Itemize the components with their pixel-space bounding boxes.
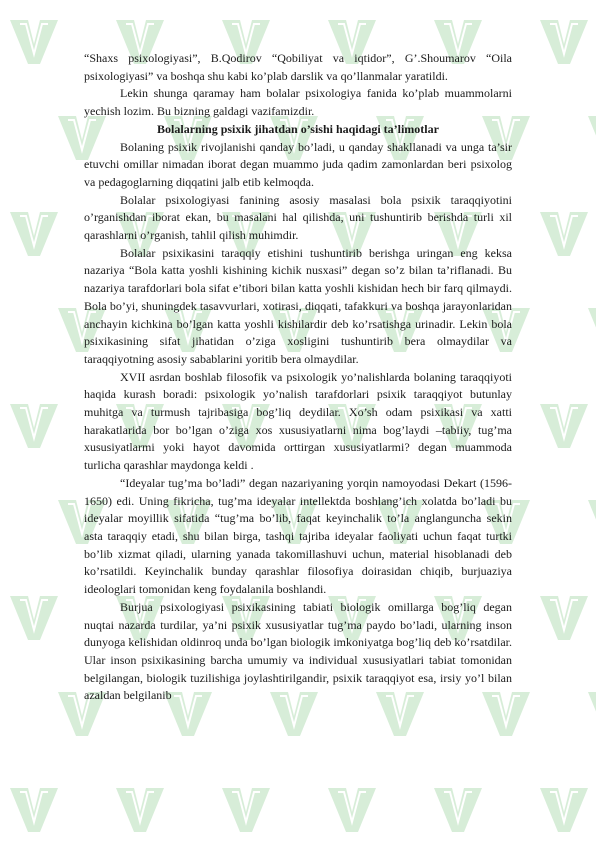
watermark-logo-icon xyxy=(536,14,592,70)
watermark-logo-icon xyxy=(536,398,592,454)
paragraph: Bolalar psixologiyasi fanining asosiy masalasi bola psixik taraqqiyotini o’rganishdan iborat ekan, bu masalani hal qilishda, uni tushuntirib berishda turli xil qarashlarni o’rganish, tahlil qilish muhimdir. xyxy=(84,192,512,243)
watermark-logo-icon xyxy=(430,782,486,838)
watermark-logo-icon xyxy=(112,782,168,838)
watermark-logo-icon xyxy=(584,686,596,742)
document-page xyxy=(84,50,512,705)
watermark-logo-icon xyxy=(324,782,380,838)
paragraph: Lekin shunga qaramay ham bolalar psixologiya fanida ko’plab muammolarni yechish lozim. Bu bizning galdagi vazifamizdir. xyxy=(84,86,512,119)
paragraph: XVII asrdan boshlab filosofik va psixologik yo’nalishlarda bolaning taraqqiyoti haqida kurash boradi: psixologik yo’nalish tarafdorlari psixik taraqqiyot butunlay muhitga va turmush tajribasiga bog’liq deydilar. Xo’sh odam psixikasi va xatti harakatlarida bor bo’lgan o’ziga xos xususiyatlarni nima bog’laydi –tabiiy, tug’ma xususiyatlarmi yoki hayot davomida orttirgan xususiyatlarmi? degan muammoda turlicha qarashlar maydonga keldi . xyxy=(84,369,512,473)
watermark-logo-icon xyxy=(6,14,62,70)
paragraph: “Shaxs psixologiyasi”, B.Qodirov “Qobiliyat va iqtidor”, G’.Shoumarov “Oila psixologiyasi” va boshqa shu kabi ko’plab darslik va qo’llanmalar yaratildi. xyxy=(84,51,512,83)
watermark-logo-icon xyxy=(218,782,274,838)
section-heading: Bolalarning psixik jihatdan o’sishi haqidagi ta’limotlar xyxy=(157,121,439,136)
watermark-logo-icon xyxy=(536,206,592,262)
watermark-logo-icon xyxy=(6,782,62,838)
watermark-logo-icon xyxy=(536,590,592,646)
watermark-logo-icon xyxy=(584,110,596,166)
watermark-logo-icon xyxy=(584,494,596,550)
paragraph: Bolaning psixik rivojlanishi qanday bo’ladi, u qanday shakllanadi va unga ta’sir etuvchi omillar nimadan iborat degan muammo juda qadim zamonlardan beri psixolog va pedagoglarning diqqatini jalb etib kelmoqda. xyxy=(84,139,512,189)
watermark-logo-icon xyxy=(584,302,596,358)
paragraph: “Ideyalar tug’ma bo’ladi” degan nazariyaning yorqin namoyodasi Dekart (1596-1650) edi. Uning fikricha, tug’ma ideyalar intellektda boshlang’ich xolatda bo’ladi bu ideyalar moyillik sifatida “tug’ma bo’lib, faqat keyinchalik to’la anglanguncha sekin asta taraqqiy etadi, shu bilan birga, tashqi tajriba ideyalar faoliyati uchun faqat turtki bo’lib xizmat qiladi, ularning yanada takomillashuvi uchun, material hisoblanadi deb ko’rsatildi. Keyinchalik bunday qarashlar filosofiya doirasidan chiqib, burjuaziya ideologlari tomonidan keng foydalanila boshlandi. xyxy=(84,475,512,597)
watermark-logo-icon xyxy=(6,398,62,454)
watermark-logo-icon xyxy=(6,590,62,646)
paragraph: Bolalar psixikasini taraqqiy etishini tushuntirib berishga uringan eng keksa nazariya “Bola katta yoshli kishining kichik nusxasi” degan so’z bilan ta’riflanadi. Bu nazariya tarafdorlari bola sifat e’tibori bilan katta yoshli kishidan hech bir farq qilmaydi. Bola bo’yi, shuningdek tasavvurlari, xotirasi, diqqati, tafakkuri va boshqa jarayonlaridan anchayin kichkina bo’lgan katta yoshli kishilardir deb ko’rsatishga urinadir. Lekin bola psixikasining sifat jihatidan o’ziga xosligini tushuntirib bera olmaydilar va taraqqiyotning asosiy sabablarini yoritib bera olmaydilar. xyxy=(84,245,512,366)
paragraph: Burjua psixologiyasi psixikasining tabiati biologik omillarga bog’liq degan nuqtai nazarda turdilar, ya’ni psixik xususiyatlar tug’ma paydo bo’ladi, ularning inson dunyoga kelishidan oldinroq unda bo’lgan biologik imkoniyatga bog’liq deb ko’rsatdilar. Ular inson psixikasining barcha umumiy va individual xususiyatlari tabiat tomonidan belgilangan, biologik tuzilishiga joylashtirilgandir, psixik taraqqiyot esa, irsiy yo’l bilan azaldan belgilanib xyxy=(84,599,512,703)
watermark-logo-icon xyxy=(6,206,62,262)
watermark-logo-icon xyxy=(536,782,592,838)
